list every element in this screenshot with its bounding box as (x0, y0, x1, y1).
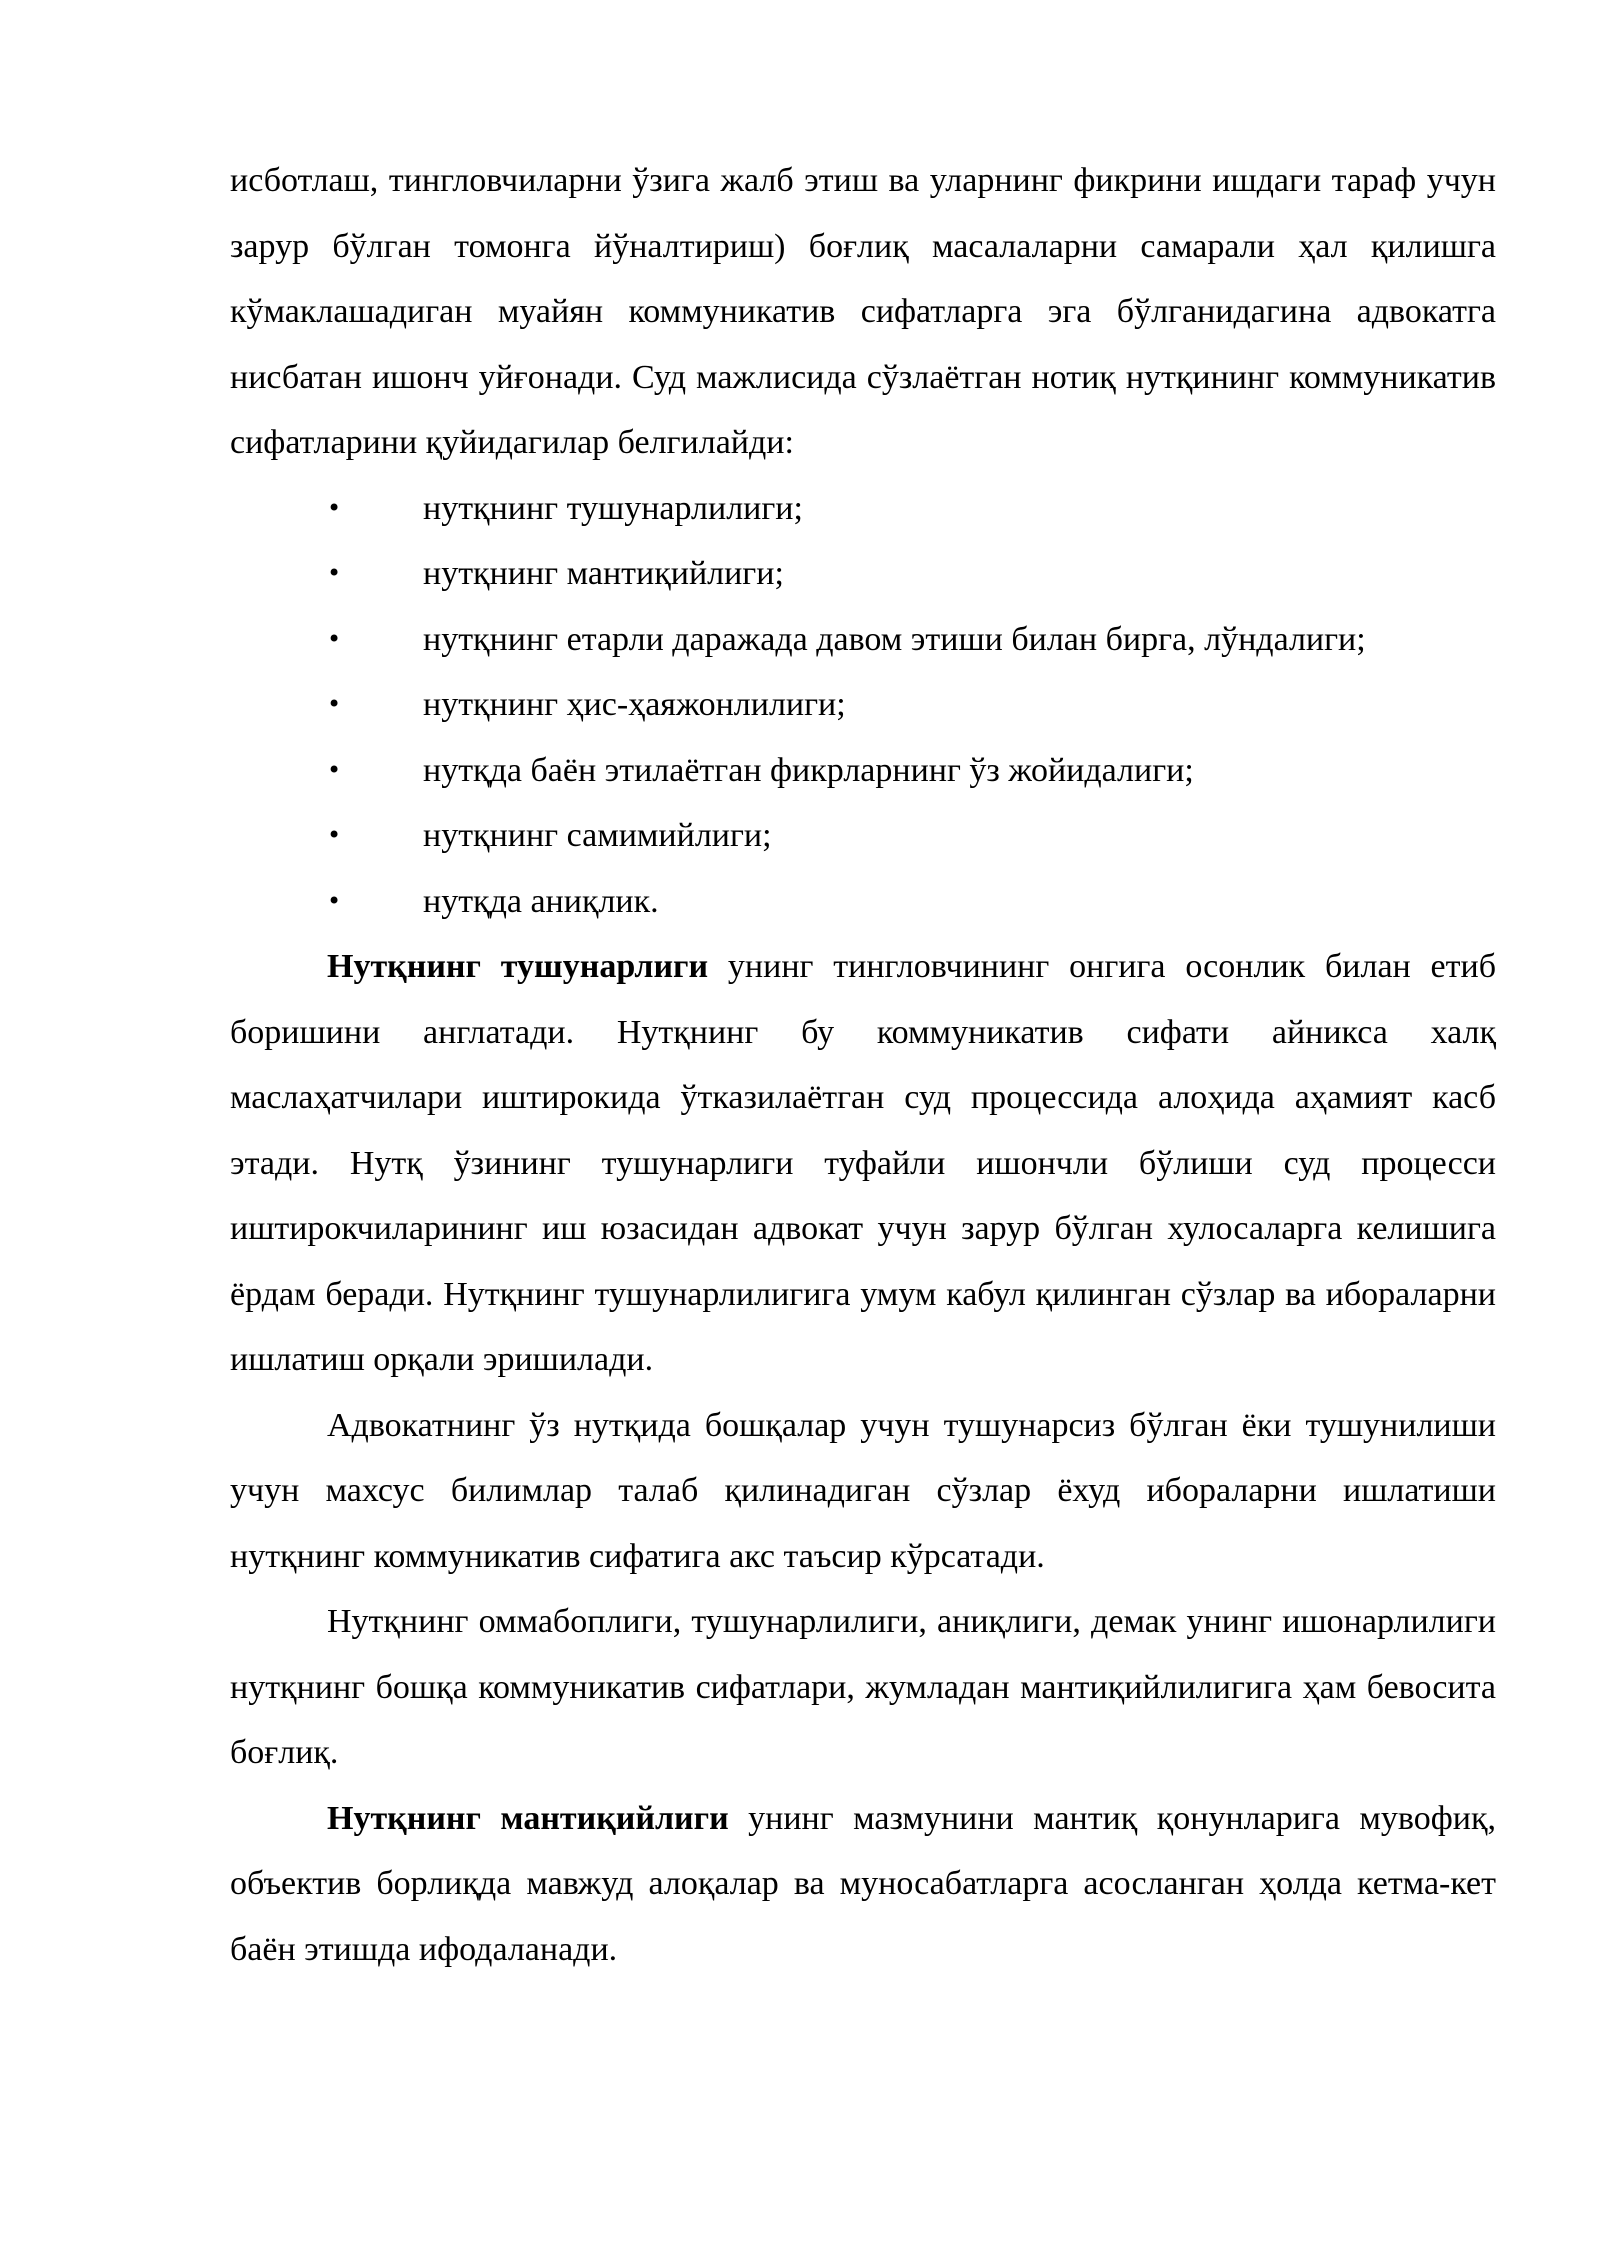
list-item (230, 738, 1496, 804)
paragraph-popularity: Нутқнинг оммабоплиги, тушунарлилиги, аниқлиги, демак унинг ишонарлилиги нутқнинг бошқа коммуникатив сифатлари, жумладан мантиқийлилигига ҳам бевосита боғлиқ. (230, 1603, 1496, 1771)
paragraph-logic-text: унинг мазмунини мантиқ қонунларига мувофиқ, объектив борлиқда мавжуд алоқалар ва муносабатларга асосланган ҳолда кетма-кет баён этишда ифодаланади. (230, 1799, 1496, 1968)
bullet-icon: • (327, 493, 342, 522)
list-item (230, 672, 1496, 738)
paragraph-logic (230, 1786, 1496, 1983)
bullet-icon: • (327, 559, 342, 587)
bullet-icon: • (327, 624, 342, 653)
bullet-icon: • (327, 886, 342, 915)
bullet-icon: • (327, 755, 342, 784)
paragraph-clarity-text: унинг тингловчининг онгига осонлик билан етиб боришини англатади. Нутқнинг бу коммуникатив сифати айникса халқ маслаҳатчилари иштирокида ўтказилаётган суд процессида алоҳида аҳамият касб этади. Нутқ ўзининг тушунарлиги туфайли ишончли бўлиши суд процесси иштирокчиларининг иш юзасидан адвокат учун зарур бўлган хулосаларга келишига ёрдам беради. Нутқнинг тушунарлилигига умум кабул қилинган сўзлар ва ибораларни ишлатиш орқали эришилади. (230, 948, 1497, 1378)
list-item-text: нутқнинг етарли даражада давом этиши билан бирга, лўндалиги; (423, 620, 1366, 658)
paragraph-clarity (230, 934, 1496, 1393)
term-clarity: Нутқнинг тушунарлиги (327, 948, 709, 985)
list-item (230, 476, 1496, 542)
list-item-text: нутқнинг мантиқийлиги; (423, 555, 784, 592)
list-item (230, 803, 1496, 869)
list-item (230, 541, 1496, 607)
bullet-icon: • (327, 821, 342, 849)
list-item (230, 869, 1496, 935)
list-item-text: нутқнинг тушунарлилиги; (423, 489, 803, 527)
bullet-icon: • (327, 690, 342, 718)
term-logic: Нутқнинг мантиқийлиги (327, 1799, 729, 1837)
list-item-text: нутқда аниқлик. (423, 882, 659, 920)
document-body (230, 148, 1496, 1982)
list-item-text: нутқнинг самимийлиги; (423, 817, 772, 854)
list-item-text: нутқнинг ҳис-ҳаяжонлилиги; (423, 686, 846, 723)
paragraph-intro: исботлаш, тингловчиларни ўзига жалб этиш ва уларнинг фикрини ишдаги тараф учун зарур бўлган томонга йўналтириш) боғлиқ масалаларни самарали ҳал қилишга кўмаклашадиган муайян коммуникатив сифатларга эга бўлганидагина адвокатга нисбатан ишонч уйғонади. Суд мажлисида сўзлаётган нотиқ нутқининг коммуникатив сифатларини қуйидагилар белгилайди: (230, 162, 1496, 461)
paragraph-special-terms: Адвокатнинг ўз нутқида бошқалар учун тушунарсиз бўлган ёки тушунилиши учун махсус билимлар талаб қилинадиган сўзлар ёхуд ибораларни ишлатиши нутқнинг коммуникатив сифатига акс таъсир кўрсатади. (230, 1406, 1496, 1575)
list-item (230, 607, 1496, 673)
list-item-text: нутқда баён этилаётган фикрларнинг ўз жойидалиги; (423, 751, 1194, 789)
qualities-list (230, 476, 1496, 935)
